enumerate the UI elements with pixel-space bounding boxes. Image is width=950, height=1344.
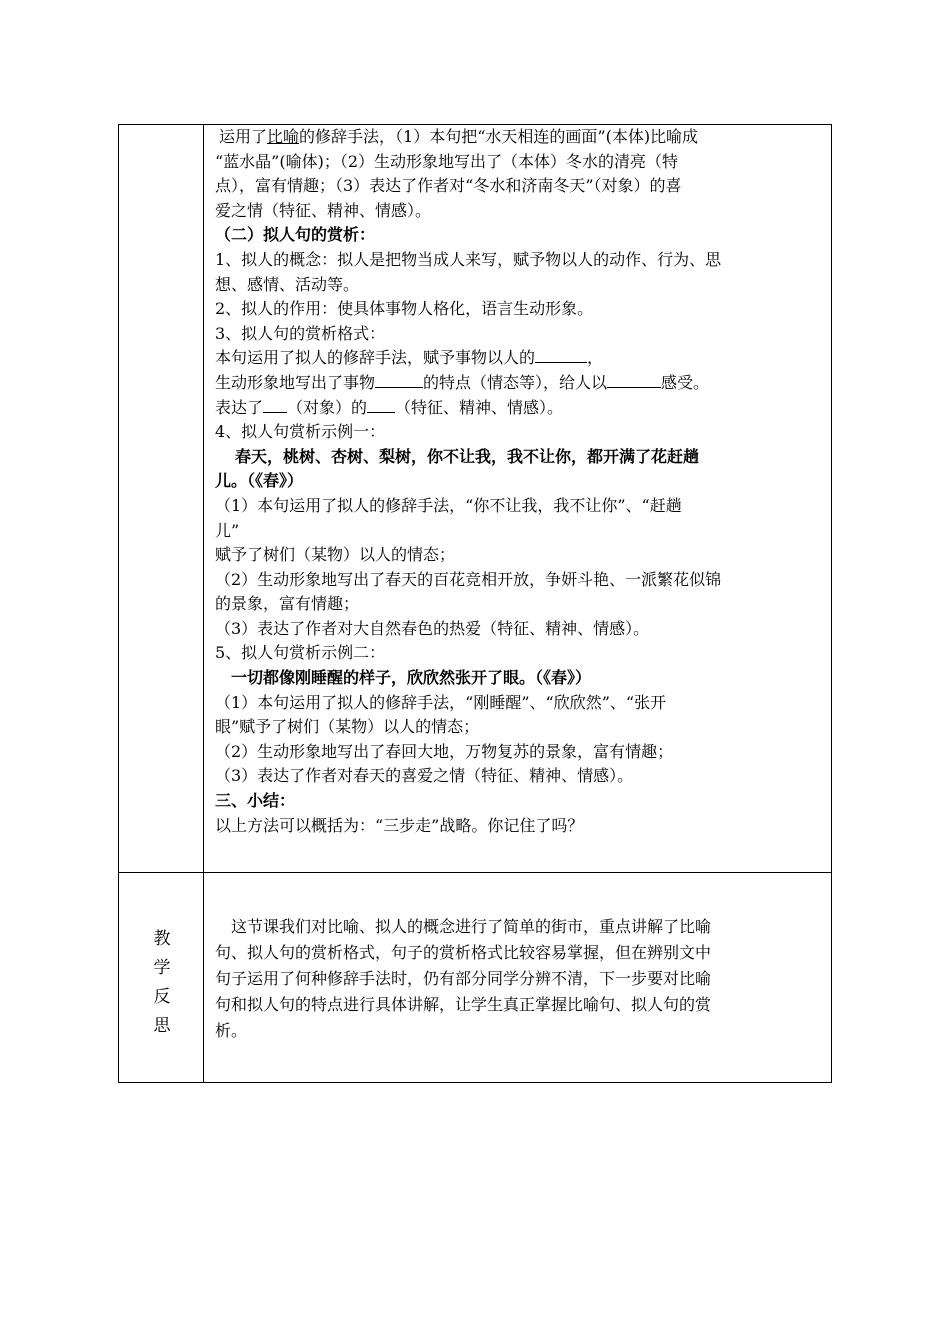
format-line: 生动形象地写出了事物 的特点（情态等），给人以 感受。 — [215, 372, 710, 392]
fill-blank — [535, 347, 587, 363]
reflection-text: 这节课我们对比喻、拟人的概念进行了简单的街市，重点讲解了比喻 句、拟人句的赏析格式，句子的赏析格式比较容易掌握，但在辨别文中 句子运用了何种修辞手法时，仍有部分同学分辨不清，下一步要对比喻 句和拟人句的特点进行具体讲解，让学生真正掌握比喻句、拟人句的赏 析。 — [215, 917, 712, 1040]
summary-text: 以上方法可以概括为：“三步走”战略。你记住了吗？ — [215, 815, 584, 835]
analysis-line: （3）表达了作者对春天的喜爱之情（特征、精神、情感）。 — [215, 766, 634, 786]
reflection-label: 教 学 反 思 — [153, 929, 171, 1036]
analysis-line: （1）本句运用了拟人的修辞手法，“刚睡醒”、“欣欣然”、“张开 — [215, 692, 667, 712]
format-line: 表达了 （对象）的 （特征、精神、情感）。 — [215, 397, 564, 417]
lesson-content — [215, 125, 827, 838]
underlined-term: 比喻 — [267, 127, 300, 146]
analysis-line: （3）表达了作者对大自然春色的热爱（特征、精神、情感）。 — [215, 618, 650, 638]
analysis-line: 眼”赋予了树们（某物）以人的情态； — [215, 717, 480, 737]
metaphor-line: 点），富有情趣；（3）表达了作者对“冬水和济南冬天”（对象）的喜 — [215, 176, 682, 196]
fill-blank — [263, 397, 287, 413]
row-divider — [119, 872, 831, 873]
effect-line: 2、拟人的作用：使具体事物人格化，语言生动形象。 — [215, 299, 594, 319]
metaphor-line: 爱之情（特征、精神、情感）。 — [215, 200, 432, 220]
concept-line: 想、感情、活动等。 — [215, 274, 360, 294]
format-title: 3、拟人句的赏析格式： — [215, 323, 386, 343]
analysis-line: （2）生动形象地写出了春天的百花竞相开放，争妍斗艳、一派繁花似锦 — [215, 569, 722, 589]
analysis-line: 的景象，富有情趣； — [215, 594, 360, 614]
example-sentence: 一切都像刚睡醒的样子，欣欣然张开了眼。（《春》） — [231, 668, 592, 688]
concept-line: 1、拟人的概念：拟人是把物当成人来写，赋予物以人的动作、行为、思 — [215, 249, 722, 269]
summary-heading: 三、小结： — [215, 791, 296, 811]
example-title: 5、拟人句赏析示例二： — [215, 643, 386, 663]
analysis-line: 儿” — [215, 520, 240, 540]
example-title: 4、拟人句赏析示例一： — [215, 422, 386, 442]
section-heading: （二）拟人句的赏析： — [215, 225, 376, 245]
example-sentence: 春天，桃树、杏树、梨树，你不让我，我不让你，都开满了花赶趟 — [235, 446, 700, 466]
lesson-table — [118, 124, 832, 1083]
metaphor-line: 运用了比喻的修辞手法，（1）本句把“水天相连的画面”(本体)比喻成 — [219, 127, 699, 146]
analysis-line: （1）本句运用了拟人的修辞手法，“你不让我，我不让你”、“赶趟 — [215, 495, 682, 515]
fill-blank — [375, 372, 423, 388]
analysis-line: 赋予了树们（某物）以人的情态； — [215, 545, 456, 565]
example-sentence: 儿。（《春》） — [215, 471, 304, 491]
metaphor-line: “蓝水晶”(喻体)；（2）生动形象地写出了（本体）冬水的清亮（特 — [215, 151, 679, 171]
analysis-line: （2）生动形象地写出了春回大地，万物复苏的景象，富有情趣； — [215, 741, 674, 761]
column-divider — [203, 125, 204, 1082]
format-line: 本句运用了拟人的修辞手法，赋予事物以人的 ， — [215, 348, 604, 368]
fill-blank — [607, 372, 661, 388]
fill-blank — [367, 397, 395, 413]
